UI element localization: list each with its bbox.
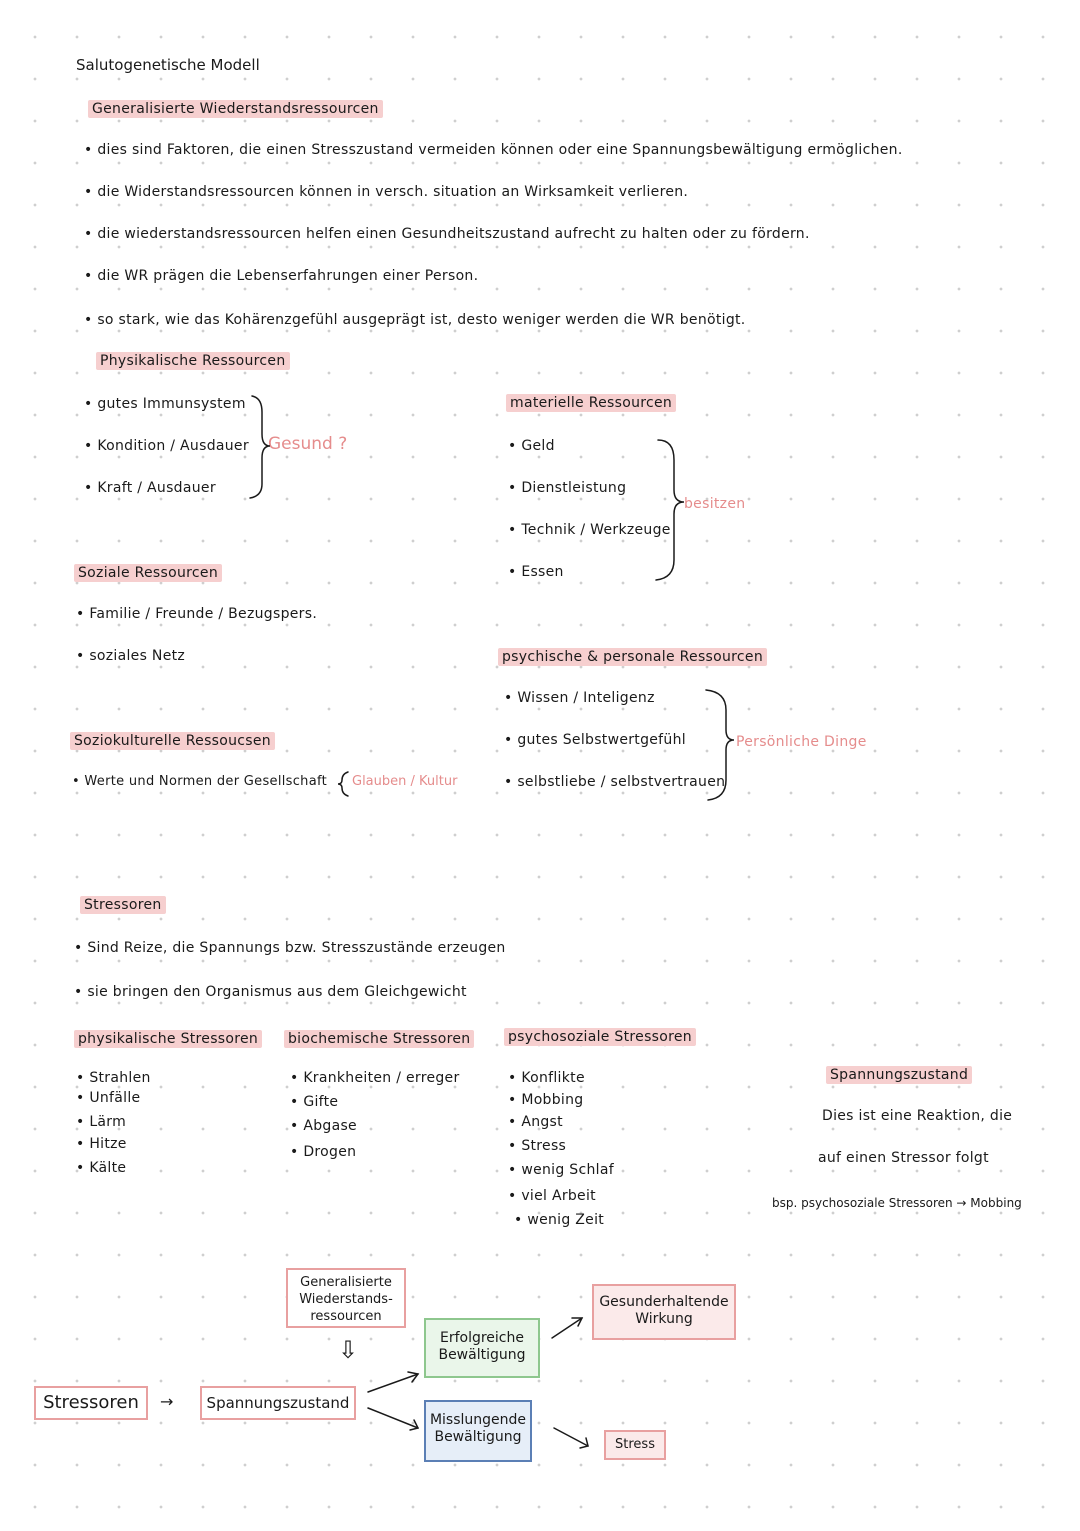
grr-bullet-2: • die Widerstandsressourcen können in versch. situation an Wirksamkeit verlieren. xyxy=(84,184,688,200)
stressors-bullet-1: • Sind Reize, die Spannungs bzw. Stresszustände erzeugen xyxy=(74,940,506,956)
social-item: • Familie / Freunde / Bezugspers. xyxy=(76,606,317,622)
diagram-fail-box: Misslungende Bewältigung xyxy=(424,1400,532,1462)
material-item: • Technik / Werkzeuge xyxy=(508,522,671,538)
diagram-down-arrow: ⇩ xyxy=(338,1336,359,1364)
psych-item: • selbstliebe / selbstvertrauen xyxy=(504,774,725,790)
physical-item: • gutes Immunsystem xyxy=(84,396,246,412)
grr-bullet-1: • dies sind Faktoren, die einen Stresszustand vermeiden können oder eine Spannungsbewältigung ermöglichen. xyxy=(84,142,903,158)
stressors-bullet-2: • sie bringen den Organismus aus dem Gleichgewicht xyxy=(74,984,467,1000)
arrow-to-fail xyxy=(368,1408,418,1428)
tension-line-1: Dies ist eine Reaktion, die xyxy=(822,1108,1013,1124)
diagram-success-box: Erfolgreiche Bewältigung xyxy=(424,1318,540,1378)
material-item: • Dienstleistung xyxy=(508,480,626,496)
physical-stressor-item: • Hitze xyxy=(76,1136,127,1152)
tension-example: bsp. psychosoziale Stressoren → Mobbing xyxy=(772,1196,1022,1210)
material-item: • Geld xyxy=(508,438,555,454)
psych-heading: psychische & personale Ressourcen xyxy=(498,648,767,666)
socio-note: Glauben / Kultur xyxy=(352,774,458,789)
brace-physical xyxy=(250,396,270,498)
social-item: • soziales Netz xyxy=(76,648,185,664)
psychosocial-stressor-item: • Mobbing xyxy=(508,1092,583,1108)
socio-item: • Werte und Normen der Gesellschaft xyxy=(72,774,327,789)
psychosocial-stressor-item: • Konflikte xyxy=(508,1070,585,1086)
physical-stressors-heading: physikalische Stressoren xyxy=(74,1030,262,1048)
grr-bullet-4: • die WR prägen die Lebenserfahrungen einer Person. xyxy=(84,268,478,284)
page-title: Salutogenetische Modell xyxy=(76,56,260,74)
tension-line-2: auf einen Stressor folgt xyxy=(818,1150,989,1166)
brace-socio xyxy=(338,772,348,796)
tension-heading: Spannungszustand xyxy=(826,1066,972,1084)
arrow-to-health xyxy=(552,1318,582,1338)
socio-heading: Soziokulturelle Ressoucsen xyxy=(70,732,275,750)
arrow-to-stress xyxy=(554,1428,588,1446)
diagram-stress-box: Stress xyxy=(604,1430,666,1460)
biochemical-stressor-item: • Drogen xyxy=(290,1144,356,1160)
physical-stressor-item: • Unfälle xyxy=(76,1090,140,1106)
physical-note: Gesund ? xyxy=(268,434,348,454)
arrow-to-success xyxy=(368,1374,418,1392)
diagram-stressoren-box: Stressoren xyxy=(34,1386,148,1420)
psychosocial-stressor-item: • Stress xyxy=(508,1138,566,1154)
physical-item: • Kraft / Ausdauer xyxy=(84,480,216,496)
psychosocial-stressor-item: • wenig Schlaf xyxy=(508,1162,614,1178)
brace-material xyxy=(656,440,684,580)
psych-item: • Wissen / Inteligenz xyxy=(504,690,655,706)
psychosocial-stressors-heading: psychosoziale Stressoren xyxy=(504,1028,696,1046)
brace-psych xyxy=(706,690,734,800)
grr-bullet-3: • die wiederstandsressourcen helfen einen Gesundheitszustand aufrecht zu halten oder zu fördern. xyxy=(84,226,810,242)
psych-note: Persönliche Dinge xyxy=(736,734,867,750)
biochemical-stressor-item: • Gifte xyxy=(290,1094,338,1110)
psychosocial-stressor-item: • viel Arbeit xyxy=(508,1188,596,1204)
psychosocial-stressor-item: • Angst xyxy=(508,1114,563,1130)
material-item: • Essen xyxy=(508,564,564,580)
grr-heading: Generalisierte Wiederstandsressourcen xyxy=(88,100,383,118)
stressors-heading: Stressoren xyxy=(80,896,166,914)
diagram-spannung-box: Spannungszustand xyxy=(200,1386,356,1420)
psychosocial-stressor-item: • wenig Zeit xyxy=(514,1212,604,1228)
physical-stressor-item: • Lärm xyxy=(76,1114,126,1130)
grr-bullet-5: • so stark, wie das Kohärenzgefühl ausgeprägt ist, desto weniger werden die WR benötigt. xyxy=(84,312,746,328)
psych-item: • gutes Selbstwertgefühl xyxy=(504,732,686,748)
material-heading: materielle Ressourcen xyxy=(506,394,676,412)
social-heading: Soziale Ressourcen xyxy=(74,564,222,582)
physical-heading: Physikalische Ressourcen xyxy=(96,352,290,370)
material-note: besitzen xyxy=(684,496,746,512)
diagram-health-box: Gesunderhaltende Wirkung xyxy=(592,1284,736,1340)
diagram-grr-box: Generalisierte Wiederstands-ressourcen xyxy=(286,1268,406,1328)
physical-stressor-item: • Kälte xyxy=(76,1160,126,1176)
physical-item: • Kondition / Ausdauer xyxy=(84,438,249,454)
biochemical-stressors-heading: biochemische Stressoren xyxy=(284,1030,474,1048)
diagram-arrow-1: → xyxy=(160,1392,174,1411)
biochemical-stressor-item: • Krankheiten / erreger xyxy=(290,1070,460,1086)
physical-stressor-item: • Strahlen xyxy=(76,1070,151,1086)
biochemical-stressor-item: • Abgase xyxy=(290,1118,357,1134)
